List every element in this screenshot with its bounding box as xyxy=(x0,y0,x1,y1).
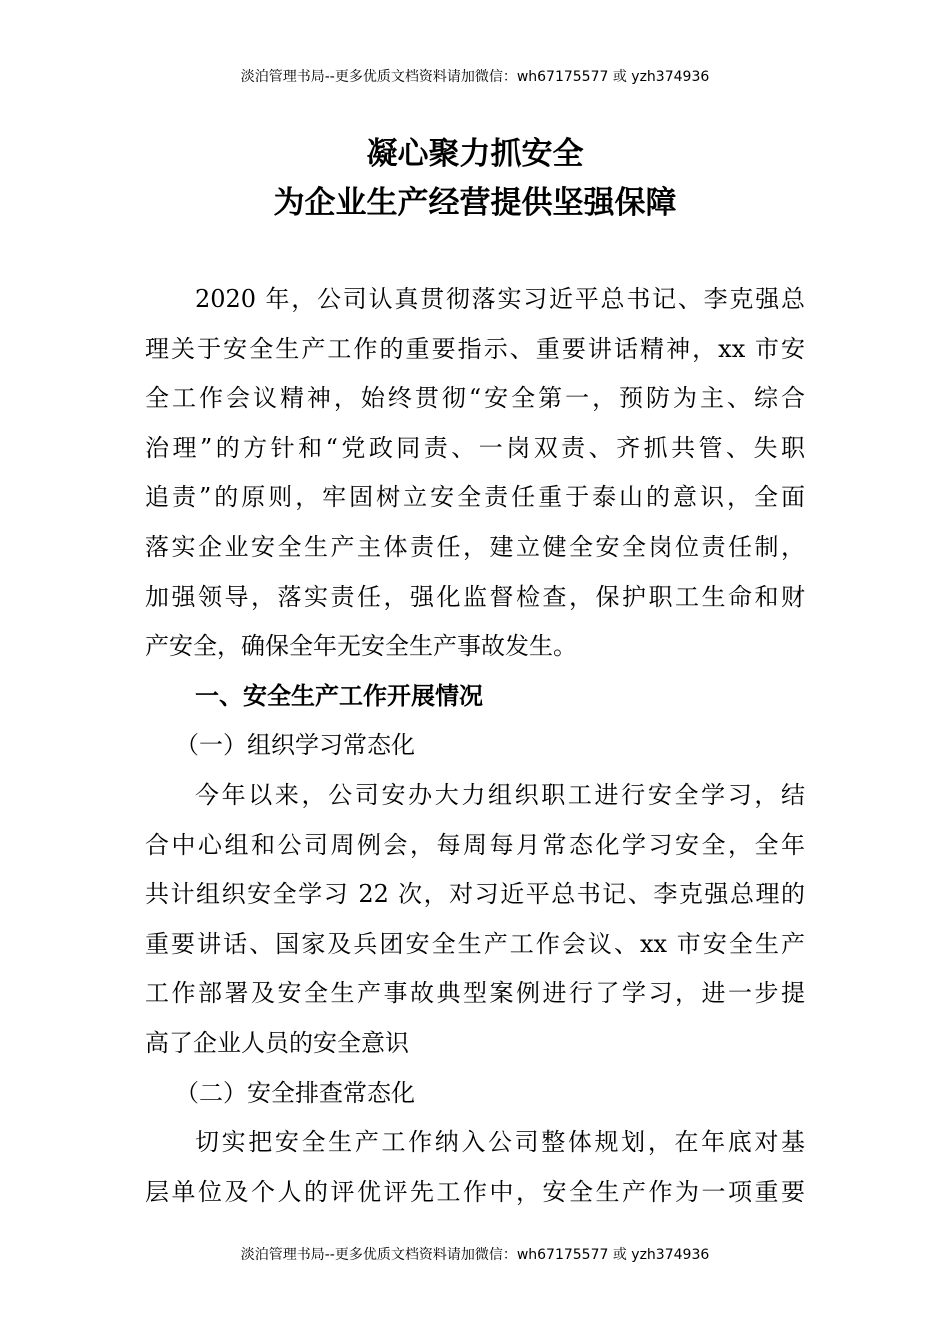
paragraph-line: 高了企业人员的安全意识 xyxy=(145,1028,409,1057)
paragraph-line: 共计组织安全学习 22 次，对习近平总书记、李克强总理的 xyxy=(145,880,805,909)
paragraph-line: 全工作会议精神，始终贯彻“安全第一，预防为主、综合 xyxy=(145,384,805,413)
paragraph-line: 层单位及个人的评优评先工作中，安全生产作为一项重要 xyxy=(145,1177,805,1206)
paragraph-line: 合中心组和公司周例会，每周每月常态化学习安全，全年 xyxy=(145,830,805,859)
section-heading: 一、安全生产工作开展情况 xyxy=(195,681,483,710)
paragraph-line: 追责”的原则，牢固树立安全责任重于泰山的意识，全面 xyxy=(145,483,805,512)
paragraph-line: 加强领导，落实责任，强化监督检查，保护职工生命和财 xyxy=(145,582,805,611)
subsection-heading: （一）组织学习常态化 xyxy=(175,731,415,760)
document-title-line-2: 为企业生产经营提供坚强保障 xyxy=(273,185,677,221)
paragraph-line: 重要讲话、国家及兵团安全生产工作会议、xx 市安全生产 xyxy=(145,929,805,958)
document-body xyxy=(145,275,805,1217)
paragraph-line: 理关于安全生产工作的重要指示、重要讲话精神，xx 市安 xyxy=(145,334,805,363)
paragraph-line: 2020 年，公司认真贯彻落实习近平总书记、李克强总 xyxy=(195,285,805,313)
paragraph-line: 工作部署及安全生产事故典型案例进行了学习，进一步提 xyxy=(145,979,805,1008)
paragraph-line: 今年以来，公司安办大力组织职工进行安全学习，结 xyxy=(195,780,805,809)
paragraph-line: 产安全，确保全年无安全生产事故发生。 xyxy=(145,632,577,661)
document-title-line-1: 凝心聚力抓安全 xyxy=(366,136,584,172)
header-watermark: 淡泊管理书局--更多优质文档资料请加微信：wh67175577 或 yzh374936 xyxy=(240,69,710,85)
footer-watermark: 淡泊管理书局--更多优质文档资料请加微信：wh67175577 或 yzh374936 xyxy=(240,1247,710,1263)
paragraph-line: 治理”的方针和“党政同责、一岗双责、齐抓共管、失职 xyxy=(145,433,805,462)
paragraph-line: 切实把安全生产工作纳入公司整体规划，在年底对基 xyxy=(195,1128,805,1157)
subsection-heading: （二）安全排查常态化 xyxy=(175,1078,415,1107)
paragraph-line: 落实企业安全生产主体责任，建立健全安全岗位责任制， xyxy=(145,532,805,561)
